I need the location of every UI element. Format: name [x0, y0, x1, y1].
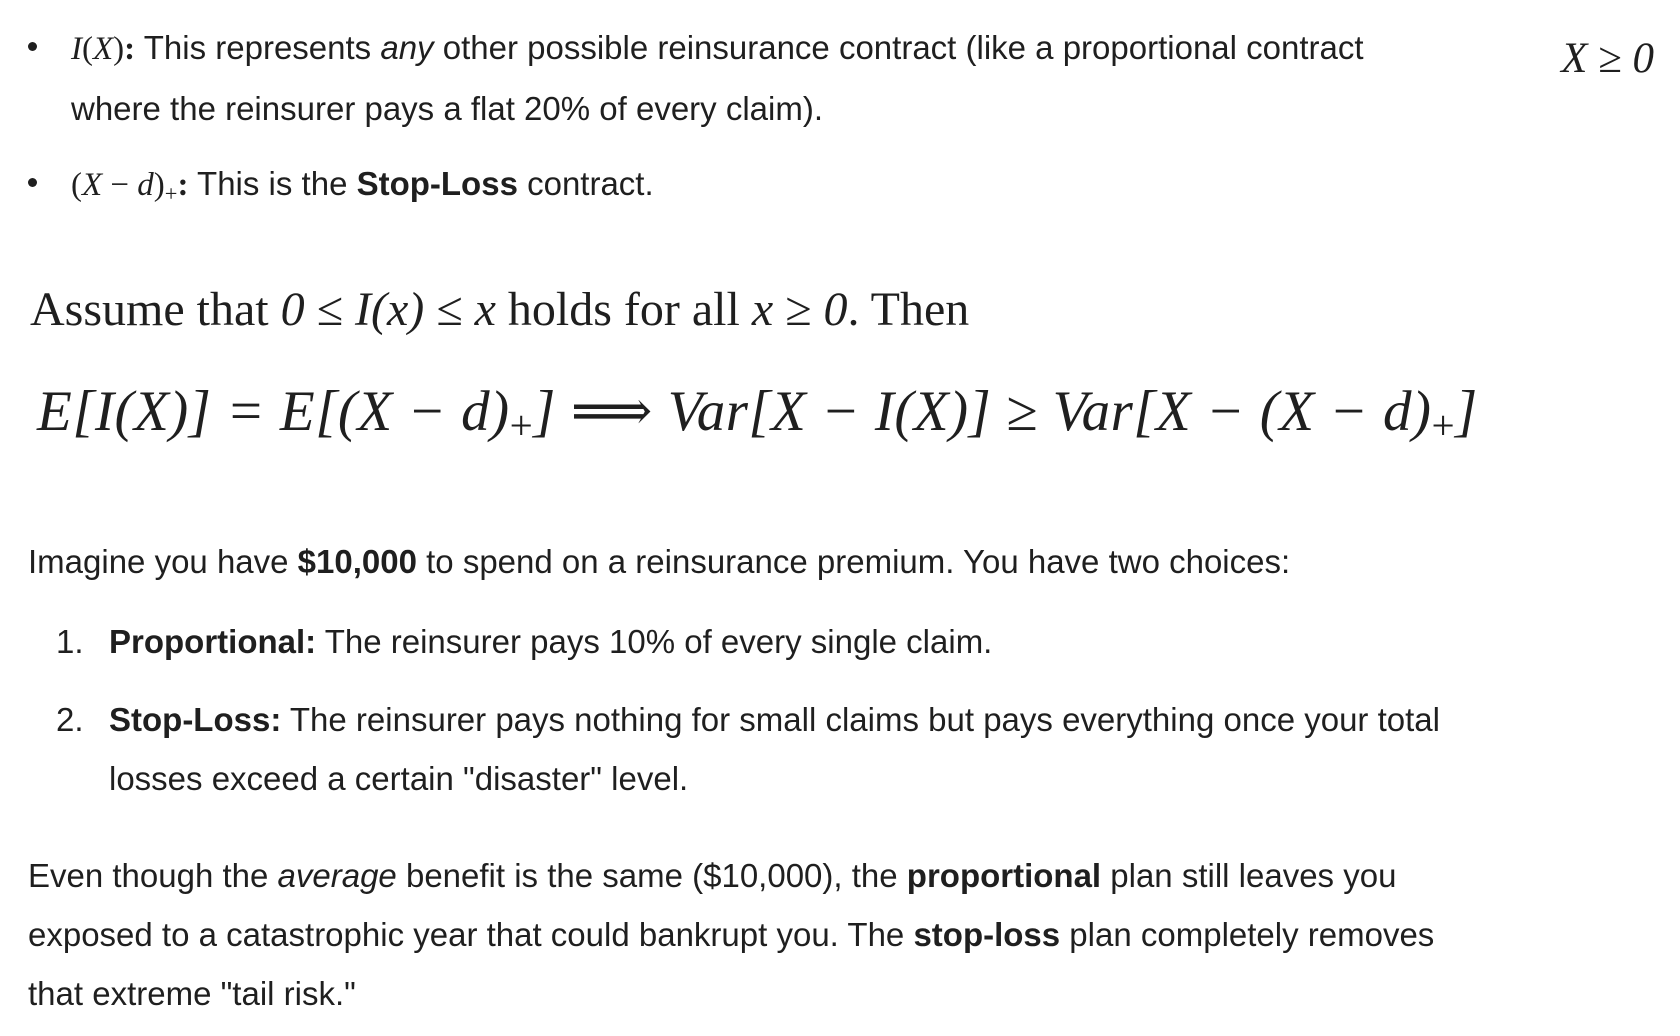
intro-suffix: to spend on a reinsurance premium. You have two choices: [416, 543, 1291, 580]
assume-condition-math: 0 ≤ I(x) ≤ x [280, 283, 496, 336]
intro-prefix: Imagine you have [28, 543, 298, 580]
proportional-label: Proportional: [109, 623, 317, 660]
choice-stop-loss [28, 690, 1458, 808]
bullet-point-icon [28, 178, 37, 187]
stop-loss-text-before: This is the [197, 165, 357, 202]
assume-prefix: Assume that [30, 283, 281, 336]
equation-plus-subscript-1: + [509, 402, 534, 449]
strong-proportional: proportional [906, 857, 1102, 894]
equation-left: E[I(X)] = E[(X − d) [37, 380, 510, 443]
variance-implication-equation [37, 374, 1478, 454]
equation-middle: ] ⟹ Var[X − I(X)] ≥ Var[X − (X − d) [533, 380, 1432, 443]
definition-bullet-stop-loss [28, 154, 1398, 217]
math-i-of-x: I(X): [71, 31, 136, 67]
emphasis-average: average [277, 857, 397, 894]
assume-domain-math: x ≥ 0 [751, 283, 848, 336]
proportional-description: The reinsurer pays 10% of every single claim. [316, 623, 993, 660]
choice-proportional [28, 612, 1458, 671]
assume-middle: holds for all [495, 283, 752, 336]
definition-bullet-list [28, 18, 1398, 233]
stop-loss-label: Stop-Loss: [109, 701, 282, 738]
closing-part-1: Even though the [28, 857, 278, 894]
equation-plus-subscript-2: + [1431, 402, 1456, 449]
floating-x-greater-equal-zero: X ≥ 0 [1561, 35, 1654, 82]
stop-loss-strong-text: Stop-Loss [356, 165, 518, 202]
premium-amount: $10,000 [297, 543, 417, 580]
closing-part-4: plan completely removes that extreme "tail risk." [28, 916, 1435, 1012]
bullet-point-icon [28, 42, 37, 51]
definition-text-before: This represents [143, 29, 381, 66]
definition-bullet-i-x [28, 18, 1398, 138]
equation-right: ] [1455, 380, 1478, 443]
strong-stop-loss: stop-loss [913, 916, 1061, 953]
choice-number-1: 1. [56, 623, 84, 660]
emphasis-any: any [380, 29, 434, 66]
closing-part-3: plan still leaves you exposed to a catastrophic year that could bankrupt you. The [28, 857, 1397, 953]
premium-intro-paragraph [28, 532, 1290, 591]
tail-risk-paragraph [28, 846, 1478, 1023]
stop-loss-description: The reinsurer pays nothing for small claims but pays everything once your total losses exceed a certain "disaster" level. [109, 701, 1440, 797]
closing-part-2: benefit is the same ($10,000), the [396, 857, 907, 894]
math-x-minus-d-plus: (X − d)+: [71, 167, 189, 207]
assumption-line [30, 280, 969, 340]
assume-suffix: . Then [847, 283, 970, 336]
definition-text-after: other possible reinsurance contract (like a proportional contract where the reinsurer pays a flat 20% of every claim). [71, 29, 1364, 127]
choice-number-2: 2. [56, 701, 84, 738]
reinsurance-choices-list [28, 612, 1458, 827]
stop-loss-text-after: contract. [517, 165, 654, 202]
